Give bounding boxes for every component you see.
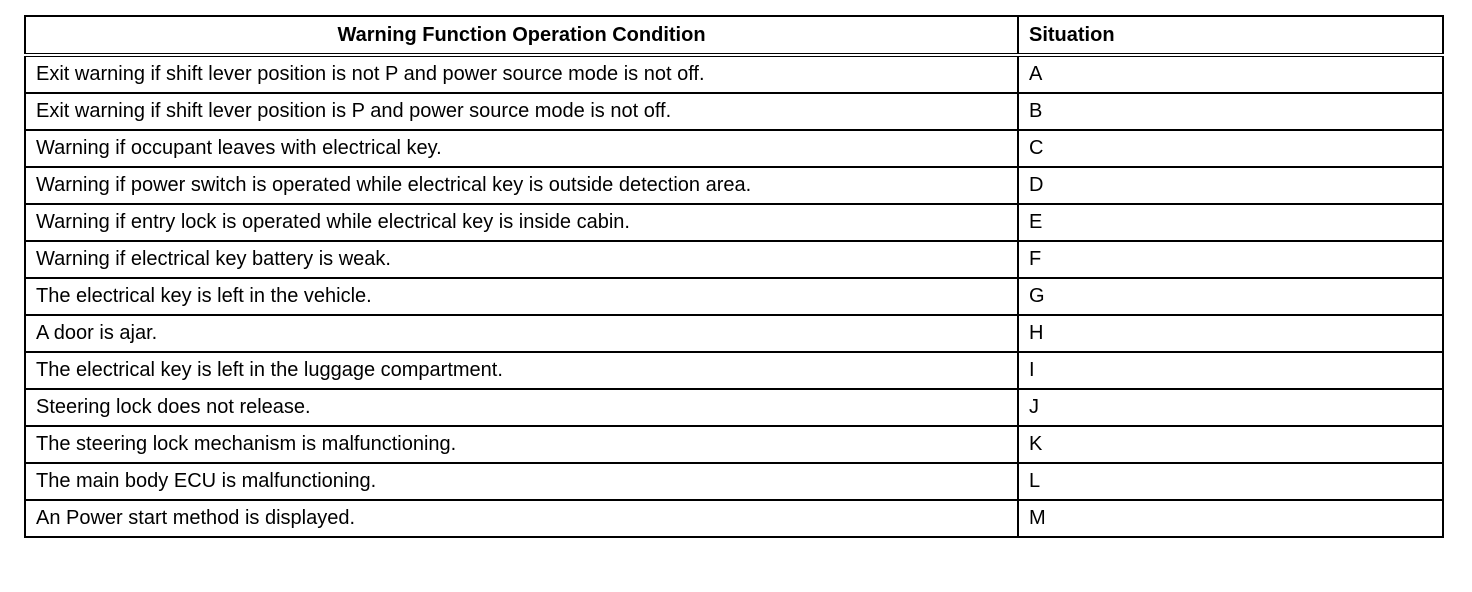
condition-cell: The electrical key is left in the luggage compartment. xyxy=(25,352,1018,389)
condition-cell: Steering lock does not release. xyxy=(25,389,1018,426)
condition-cell: Warning if electrical key battery is weak. xyxy=(25,241,1018,278)
situation-cell: G xyxy=(1018,278,1443,315)
header-condition: Warning Function Operation Condition xyxy=(25,16,1018,55)
situation-cell: H xyxy=(1018,315,1443,352)
condition-cell: The main body ECU is malfunctioning. xyxy=(25,463,1018,500)
situation-cell: L xyxy=(1018,463,1443,500)
table-row xyxy=(25,463,1443,500)
table-row xyxy=(25,241,1443,278)
condition-cell: Exit warning if shift lever position is not P and power source mode is not off. xyxy=(25,55,1018,93)
table-row xyxy=(25,278,1443,315)
situation-cell: B xyxy=(1018,93,1443,130)
situation-cell: M xyxy=(1018,500,1443,537)
situation-cell: I xyxy=(1018,352,1443,389)
situation-cell: A xyxy=(1018,55,1443,93)
condition-cell: The electrical key is left in the vehicle. xyxy=(25,278,1018,315)
table-row xyxy=(25,426,1443,463)
condition-cell: An Power start method is displayed. xyxy=(25,500,1018,537)
situation-cell: D xyxy=(1018,167,1443,204)
warning-conditions-table xyxy=(24,15,1444,538)
condition-cell: A door is ajar. xyxy=(25,315,1018,352)
table-row xyxy=(25,500,1443,537)
table-row xyxy=(25,130,1443,167)
table-row xyxy=(25,167,1443,204)
header-situation: Situation xyxy=(1018,16,1443,55)
situation-cell: F xyxy=(1018,241,1443,278)
condition-cell: Warning if power switch is operated while electrical key is outside detection area. xyxy=(25,167,1018,204)
condition-cell: Warning if entry lock is operated while electrical key is inside cabin. xyxy=(25,204,1018,241)
condition-cell: Exit warning if shift lever position is P and power source mode is not off. xyxy=(25,93,1018,130)
situation-cell: E xyxy=(1018,204,1443,241)
table-row xyxy=(25,352,1443,389)
table-row xyxy=(25,93,1443,130)
condition-cell: Warning if occupant leaves with electrical key. xyxy=(25,130,1018,167)
table-row xyxy=(25,204,1443,241)
situation-cell: K xyxy=(1018,426,1443,463)
situation-cell: C xyxy=(1018,130,1443,167)
warning-conditions-table-container xyxy=(24,15,1442,538)
table-row xyxy=(25,389,1443,426)
condition-cell: The steering lock mechanism is malfunctioning. xyxy=(25,426,1018,463)
table-row xyxy=(25,55,1443,93)
situation-cell: J xyxy=(1018,389,1443,426)
table-header-row xyxy=(25,16,1443,55)
table-row xyxy=(25,315,1443,352)
